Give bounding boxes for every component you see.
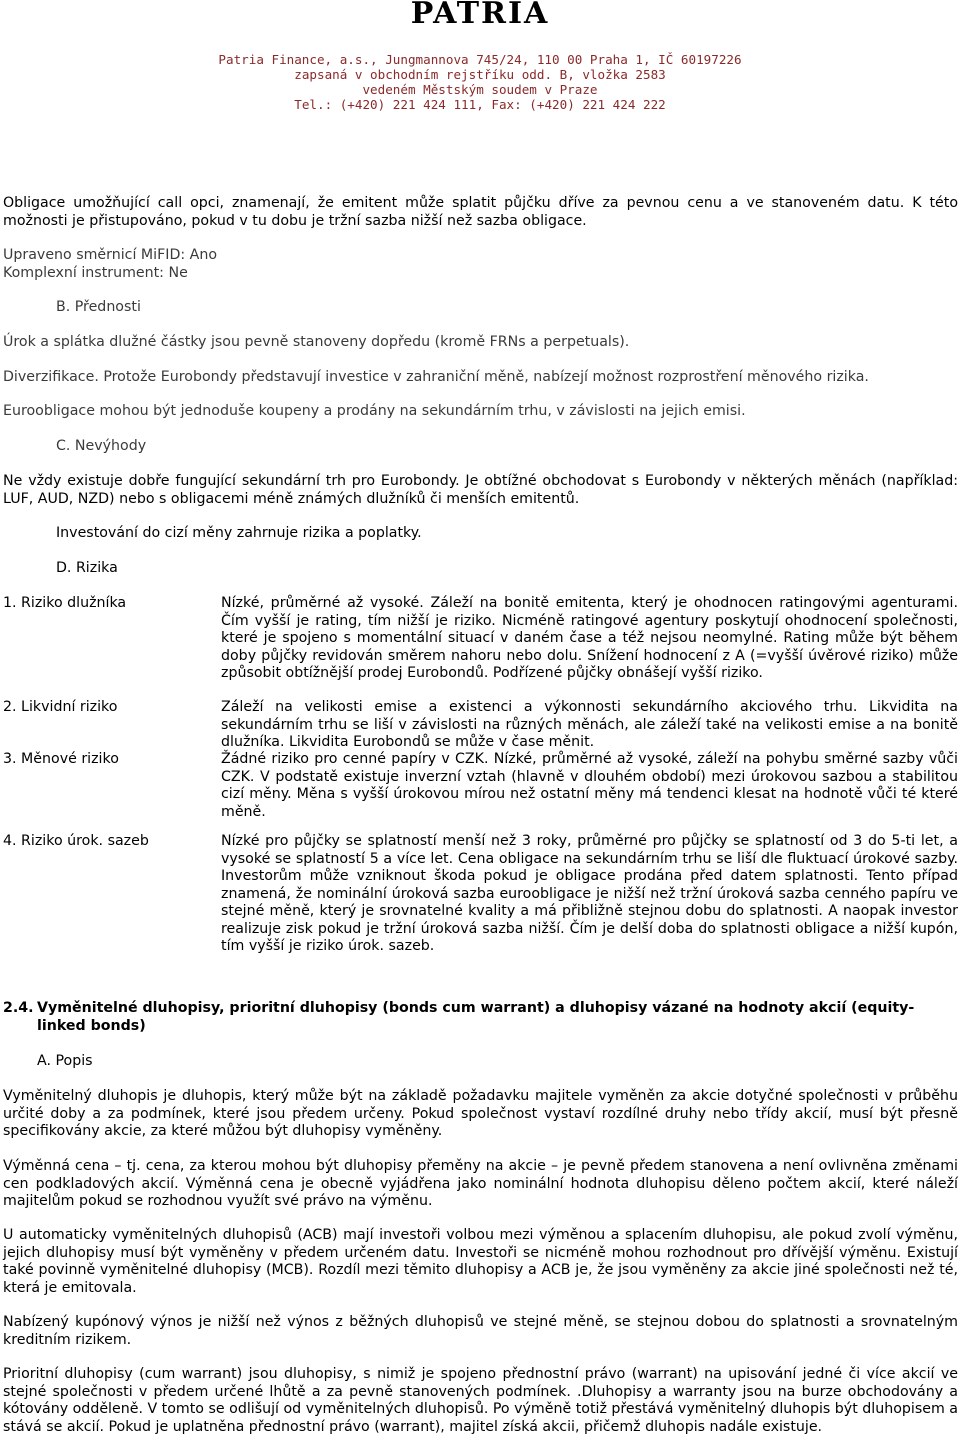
complex-instrument-line: Komplexní instrument: Ne [3, 265, 188, 281]
disadvantages-paragraph-2: Investování do cizí měny zahrnuje rizika a poplatky. [56, 525, 422, 541]
mifid-line: Upraveno směrnicí MiFID: Ano [3, 247, 218, 263]
description-paragraph-4: Nabízený kupónový výnos je nižší než výnos z běžných dluhopisů ve stejné měně, se stejnou dobou do splatnosti a srovnatelným kreditním rizikem. [3, 1314, 958, 1348]
description-paragraph-2: Výměnná cena – tj. cena, za kterou mohou být dluhopisy přeměny na akcie – je pevně předem stanovena a není ovlivněna změnami cen podkladových akcií. Výměnná cena je obecně vyjádřena jako nominální hodnota dluhopisu děleno počtem akcií, které náleží majitelům pokud se rozhodnou využít své právo na výměnu. [3, 1158, 958, 1209]
company-line: vedeném Městským soudem v Praze [362, 82, 598, 97]
call-option-paragraph: Obligace umožňující call opci, znamenají, že emitent může splatit půjčku dříve za pevnou cenu a ve stanoveném datu. K této možnosti je přistupováno, pokud v tu dobu je tržní sazba nižší než sazba obligace. [3, 195, 958, 229]
risk-label-liquidity: 2. Likvidní riziko [3, 699, 118, 715]
section-title: Vyměnitelné dluhopisy, prioritní dluhopisy (bonds cum warrant) a dluhopisy vázané na hodnoty akcií (equity-linked bonds) [37, 1000, 915, 1034]
risk-text-liquidity: Záleží na velikosti emise a existenci a výkonnosti sekundárního akciového trhu. Likvidita na sekundárním trhu se liší v závislosti na různých měnách, ale záleží také na velikosti emise a na bonitě dlužníka. Likvidita Eurobondů se může v čase měnit. [221, 699, 958, 750]
disadvantages-paragraph-1: Ne vždy existuje dobře fungující sekundární trh pro Eurobondy. Je obtížné obchodovat s Eurobondy v některých měnách (například: LUF, AUD, NZD) nebo s obligacemi méně známých dlužníků či menších emitentů. [3, 473, 958, 507]
risk-label-currency: 3. Měnové riziko [3, 751, 119, 767]
patria-logo: PATRIA [410, 0, 550, 31]
risk-label-interest: 4. Riziko úrok. sazeb [3, 833, 149, 849]
advantages-paragraph-1: Úrok a splátka dlužné částky jsou pevně stanoveny dopředu (kromě FRNs a perpetuals). [3, 334, 630, 350]
advantages-paragraph-2: Diverzifikace. Protože Eurobondy představují investice v zahraniční měně, nabízejí možnost rozprostření měnového rizika. [3, 369, 869, 385]
risk-text-interest: Nízké pro půjčky se splatností menší než 3 roky, průměrné pro půjčky se splatností od 3 do 5-ti let, a vysoké se splatností 5 a více let. Cena obligace na sekundárním trhu se liší dle fluktuací úrokové sazby. Investorům může vzniknout škoda pokud je obligace prodána před datem splatnosti. Tento případ znamená, že nominální úroková sazba euroobligace je nižší než tržní úroková sazba cenného papíru ve stejné měně, který je srovnatelné kvality a má přibližně stejnou dobu do splatnosti. A naopak investor realizuje zisk pokud je tržní úroková sazba nižší. Čím je delší doba do splatnosti obligace a nižší kupón, tím vyšší je riziko úrok. sazeb. [221, 833, 958, 954]
company-line: Tel.: (+420) 221 424 111, Fax: (+420) 221 424 222 [294, 97, 666, 112]
company-line: zapsaná v obchodním rejstříku odd. B, vložka 2583 [294, 67, 666, 82]
advantages-heading: B. Přednosti [56, 299, 141, 315]
description-paragraph-5: Prioritní dluhopisy (cum warrant) jsou dluhopisy, s nimiž je spojeno přednostní právo (warrant) na upisování jedné či více akcií ve stejné společnosti v předem určené lhůtě a za pevně stanovených podmínek. .Dluhopisy a warranty jsou na burze obchodovány a kótovány odděleně. V tomto se odlišují od vyměnitelných dluhopisů. Po výměně totiž přestává vyměnitelný dluhopis být dluhopisem a stává se akcií. Pokud je uplatněna přednostní právo (warrant), majitel získá akcii, přičemž dluhopis nadále existuje. [3, 1366, 958, 1435]
section-number: 2.4. [3, 1000, 34, 1016]
disadvantages-heading: C. Nevýhody [56, 438, 147, 454]
risk-text-debtor: Nízké, průměrné až vysoké. Záleží na bonitě emitenta, který je ohodnocen ratingovými agenturami. Čím vyšší je rating, tím nižší je riziko. Nicméně ratingové agentury poskytují ohodnocení společnosti, které je spojeno s momentální situací v daném čase a též nejsou neomylné. Rating může být během doby půjčky revidován směrem nahoru nebo dolu. Snížení hodnocení z A (=vyšší úvěrové riziko) může způsobit obtížnější prodej Eurobondů. Podřízené půjčky obnášejí vyšší riziko. [221, 595, 958, 681]
description-heading: A. Popis [37, 1053, 93, 1069]
description-paragraph-1: Vyměnitelný dluhopis je dluhopis, který může být na základě požadavku majitele vyměněn za akcie dotyčné společnosti v průběhu určité doby a za podmínek, které jsou předem určeny. Pokud společnost vystaví rozdílné druhy nebo třídy akcií, musí být přesně specifikovány akcie, za které můžou být dluhopisy vyměněny. [3, 1088, 958, 1139]
company-line: Patria Finance, a.s., Jungmannova 745/24, 110 00 Praha 1, IČ 60197226 [218, 52, 742, 67]
advantages-paragraph-3: Euroobligace mohou být jednoduše koupeny a prodány na sekundárním trhu, v závislosti na jejich emisi. [3, 403, 746, 419]
risks-heading: D. Rizika [56, 560, 118, 576]
risk-label-debtor: 1. Riziko dlužníka [3, 595, 127, 611]
description-paragraph-3: U automaticky vyměnitelných dluhopisů (ACB) mají investoři volbou mezi výměnou a splacením dluhopisu, ale pokud zvolí výměnu, jejich dluhopisy musí být vyměněny v předem určeném datu. Investoři se nicméně mohou rozhodnout pro dřívější výměnu. Existují také povinně vyměnitelné dluhopisy (MCB). Rozdíl mezi těmito dluhopisy a ACB je, že jsou vyměněny za akcie jiné společnosti než té, která je emitovala. [3, 1227, 958, 1296]
company-info [0, 52, 960, 112]
risk-text-currency: Žádné riziko pro cenné papíry v CZK. Nízké, průměrné až vysoké, záleží na pohybu směrné sazby vůči CZK. V podstatě existuje inverzní vztah (hlavně v dlouhém období) mezi úrokovou sazbou a stabilitou cizí měny. Měna s vyšší úrokovou mírou než ostatní měny má tendenci klesat na hodnotě vůči té které měně. [221, 751, 958, 820]
